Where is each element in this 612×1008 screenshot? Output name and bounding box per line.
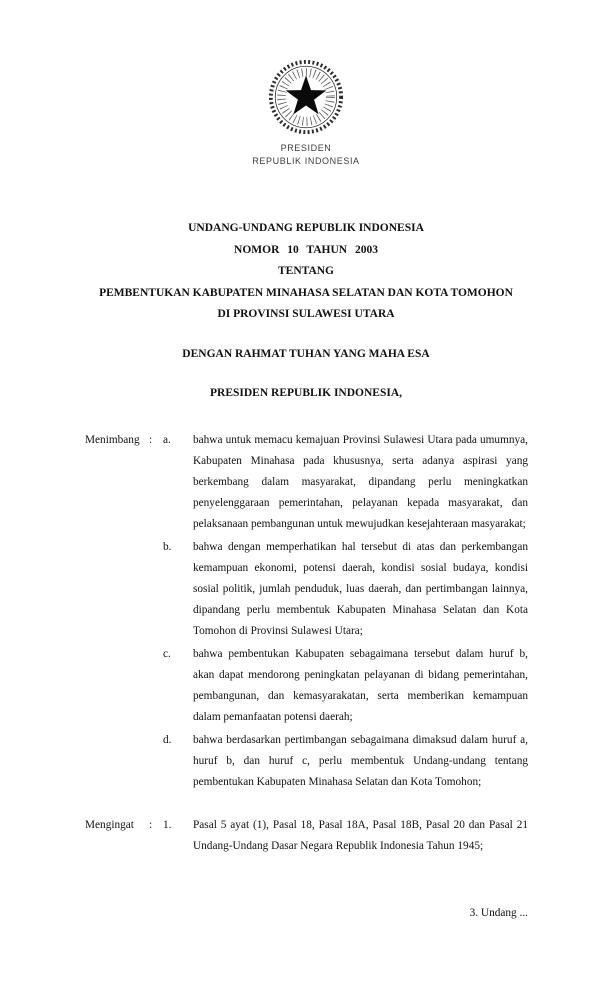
clause-marker: a. xyxy=(163,434,171,446)
clause-row xyxy=(85,815,528,857)
invocation-line: DENGAN RAHMAT TUHAN YANG MAHA ESA xyxy=(182,347,430,360)
clause-row xyxy=(85,644,528,728)
clause-text: bahwa untuk memacu kemajuan Provinsi Sulawesi Utara pada umumnya, Kabupaten Minahasa pada khususnya, serta adanya aspirasi yang berkembang dalam masyarakat, dipandang perlu meningkatkan penyelenggaraan pemerintahan, pelayanan kepada masyarakat, dan pelaksanaan pembangunan untuk mewujudkan kesejahteraan masyarakat; xyxy=(193,434,528,530)
presidential-seal-icon xyxy=(267,58,345,136)
document-body xyxy=(85,430,528,859)
legal-basis-label: Mengingat xyxy=(85,819,134,831)
law-tentang: TENTANG xyxy=(277,265,335,277)
authority-line: PRESIDEN REPUBLIK INDONESIA, xyxy=(209,387,403,399)
spacer xyxy=(0,326,612,344)
label-spacer xyxy=(85,644,149,728)
law-subject-line1: PEMBENTUKAN KABUPATEN MINAHASA SELATAN DAN KOTA TOMOHON xyxy=(99,286,513,299)
clause-text: bahwa berdasarkan pertimbangan sebagaimana dimaksud dalam huruf a, huruf b, dan huruf c, perlu membentuk Undang-undang tentang pembentukan Kabupaten Minahasa Selatan dan Kota Tomohon; xyxy=(193,734,528,788)
clause-row xyxy=(85,430,528,535)
clause-text: bahwa dengan memperhatikan hal tersebut di atas dan perkembangan kemampuan ekonomi, potensi daerah, kondisi sosial budaya, kondisi sosial politik, jumlah penduduk, luas daerah, dan pertimbangan lainnya, dipandang perlu membentuk Kabupaten Minahasa Selatan dan Kota Tomohon di Provinsi Sulawesi Utara; xyxy=(193,541,528,637)
legal-basis-separator: : xyxy=(149,819,153,831)
law-subject-line2: DI PROVINSI SULAWESI UTARA xyxy=(217,308,395,320)
org-name-line1: PRESIDEN xyxy=(280,143,332,153)
clause-marker: b. xyxy=(163,541,172,553)
separator-spacer xyxy=(149,644,163,728)
legal-basis-section xyxy=(85,815,528,857)
separator-spacer xyxy=(149,537,163,642)
clause-text: Pasal 5 ayat (1), Pasal 18, Pasal 18A, Pasal 18B, Pasal 20 dan Pasal 21 Undang-Undang Dasar Negara Republik Indonesia Tahun 1945; xyxy=(193,819,528,852)
clause-marker: d. xyxy=(163,734,172,746)
title-block xyxy=(0,218,612,405)
clause-marker: c. xyxy=(163,648,171,660)
law-number: NOMOR 10 TAHUN 2003 xyxy=(234,243,378,256)
clause-row xyxy=(85,730,528,793)
page-catchword: 3. Undang ... xyxy=(469,907,528,919)
considerations-separator: : xyxy=(149,434,153,446)
clause-text: bahwa pembentukan Kabupaten sebagaimana tersebut dalam huruf b, akan dapat mendorong peningkatan pelayanan di bidang pemerintahan, pembangunan, dan kemasyarakatan, serta memberikan kemampuan dalam pemanfaatan potensi daerah; xyxy=(193,648,528,723)
spacer xyxy=(85,795,528,815)
considerations-section xyxy=(85,430,528,793)
label-spacer xyxy=(85,730,149,793)
spacer xyxy=(0,365,612,383)
clause-row xyxy=(85,537,528,642)
clause-marker: 1. xyxy=(163,819,172,831)
org-name-line2: REPUBLIK INDONESIA xyxy=(252,155,360,166)
considerations-label: Menimbang xyxy=(85,434,140,446)
law-title: UNDANG-UNDANG REPUBLIK INDONESIA xyxy=(188,222,424,234)
letterhead xyxy=(0,58,612,167)
label-spacer xyxy=(85,537,149,642)
separator-spacer xyxy=(149,730,163,793)
